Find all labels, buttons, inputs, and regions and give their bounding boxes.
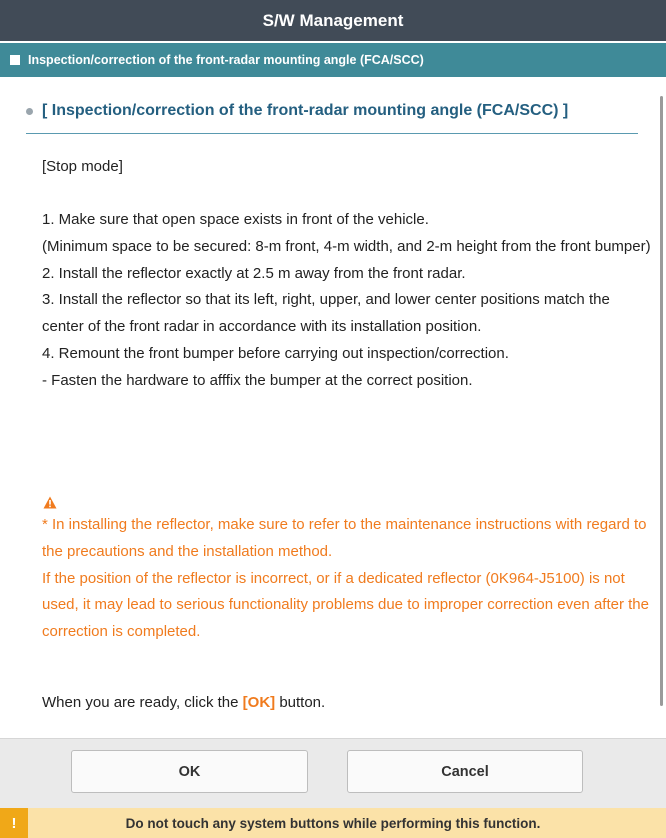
caution-footer [0, 808, 666, 838]
section-title: [ Inspection/correction of the front-radar mounting angle (FCA/SCC) ] [42, 102, 569, 119]
function-header [0, 43, 666, 77]
exclamation-icon: ! [0, 808, 28, 838]
warning-text [42, 512, 652, 646]
ok-button[interactable]: OK [71, 750, 308, 793]
step-line: 2. Install the reflector exactly at 2.5 m away from the front radar. [42, 264, 466, 282]
ready-prefix: When you are ready, click the [42, 694, 243, 711]
button-bar [0, 738, 666, 808]
step-line: 4. Remount the front bumper before carrying out inspection/correction. [42, 344, 509, 362]
vertical-scrollbar[interactable] [660, 96, 663, 706]
instruction-steps [42, 207, 652, 395]
function-title: Inspection/correction of the front-radar mounting angle (FCA/SCC) [28, 53, 424, 67]
section-heading [26, 102, 638, 134]
window-titlebar [0, 0, 666, 41]
ready-prompt [42, 694, 325, 711]
caution-message: Do not touch any system buttons while performing this function. [125, 815, 541, 831]
warning-line: If the position of the reflector is incorrect, or if a dedicated reflector (0K964-J5100) is not used, it may lead to serious functionality problems due to improper correction even after the correction is completed. [42, 569, 649, 641]
square-bullet-icon [10, 55, 20, 65]
step-line: (Minimum space to be secured: 8-m front, 4-m width, and 2-m height from the front bumper) [42, 237, 651, 255]
step-line: 3. Install the reflector so that its left, right, upper, and lower center positions match the center of the front radar in accordance with its installation position. [42, 291, 610, 336]
ready-suffix: button. [275, 694, 326, 711]
warning-line: * In installing the reflector, make sure to refer to the maintenance instructions with regard to the precautions and the installation method. [42, 516, 647, 560]
stop-mode-label [42, 154, 652, 181]
warning-triangle-icon [43, 496, 57, 509]
step-line: - Fasten the hardware to afffix the bumper at the correct position. [42, 371, 473, 389]
step-line: 1. Make sure that open space exists in front of the vehicle. [42, 211, 429, 228]
instruction-panel[interactable] [0, 78, 666, 738]
window-title: S/W Management [262, 10, 404, 30]
ready-ok-reference: [OK] [242, 694, 276, 711]
circle-bullet-icon [26, 108, 33, 115]
mode-text: [Stop mode] [42, 158, 123, 175]
cancel-button[interactable]: Cancel [347, 750, 583, 793]
